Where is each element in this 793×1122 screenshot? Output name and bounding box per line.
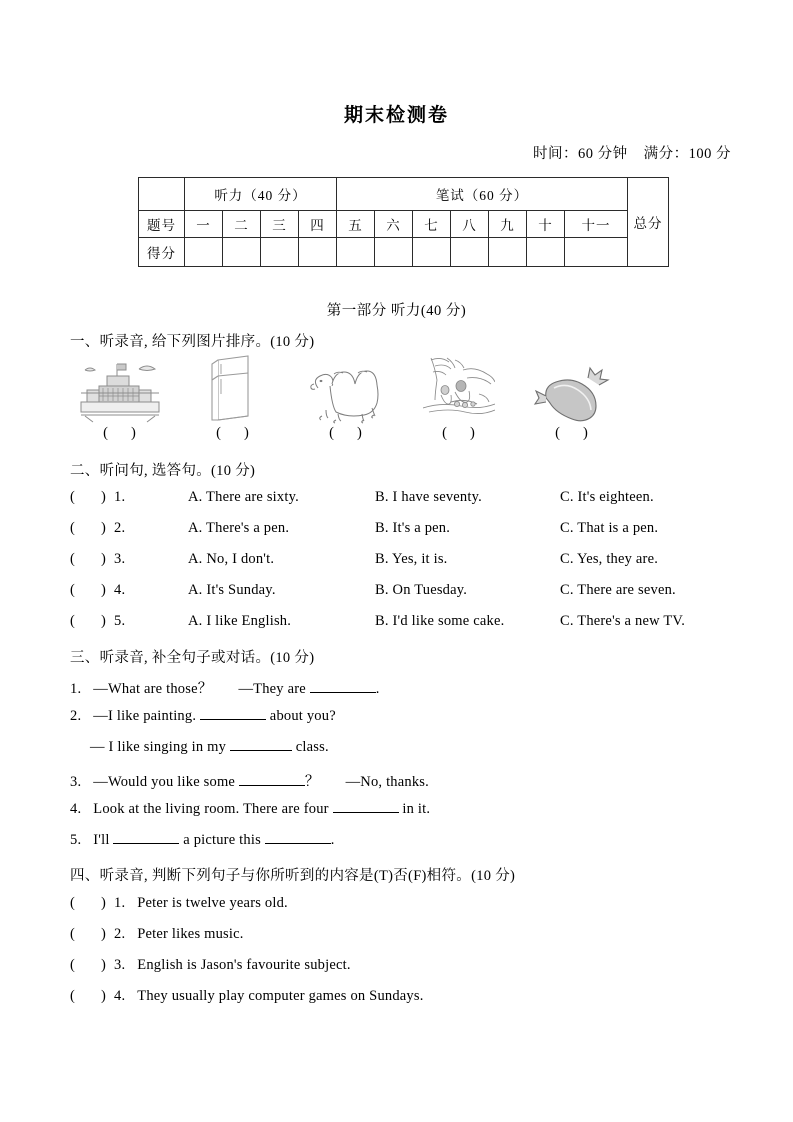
question-number-cell: 四	[299, 211, 337, 238]
section-1-heading: 一、听录音, 给下列图片排序。(10 分)	[70, 334, 315, 350]
row-label-score: 得分	[139, 238, 185, 267]
option-b[interactable]: B. I have seventy.	[375, 489, 482, 505]
score-cell[interactable]	[489, 238, 527, 267]
score-cell[interactable]	[223, 238, 261, 267]
sentence-part: I'll	[93, 832, 114, 848]
answer-bracket[interactable]: ( )	[70, 926, 107, 942]
total-header-cell: 总分	[628, 178, 669, 267]
fill-blank-row	[70, 801, 430, 818]
question-number: 2.	[114, 520, 126, 536]
picture-item-4	[409, 352, 509, 447]
score-table-corner-cell	[139, 178, 185, 211]
sentence-part: .	[330, 832, 335, 848]
sentence-part: in it.	[398, 801, 431, 817]
sentence-part: —I like painting.	[93, 708, 200, 724]
score-cell[interactable]	[185, 238, 223, 267]
score-cell[interactable]	[337, 238, 375, 267]
answer-blank[interactable]	[113, 843, 179, 844]
question-number-cell: 二	[223, 211, 261, 238]
answer-bracket[interactable]: ( )	[70, 895, 107, 911]
score-cell[interactable]	[375, 238, 413, 267]
statement-text: They usually play computer games on Sundays.	[137, 988, 424, 1004]
answer-blank[interactable]	[200, 719, 266, 720]
score-table	[138, 177, 669, 267]
row-label-number: 题号	[139, 211, 185, 238]
score-cell[interactable]	[527, 238, 565, 267]
picture-item-1	[70, 352, 170, 447]
score-cell[interactable]	[451, 238, 489, 267]
score-row	[139, 238, 669, 267]
question-number-cell: 三	[261, 211, 299, 238]
answer-bracket[interactable]: ( )	[70, 551, 107, 567]
option-c[interactable]: C. Yes, they are.	[560, 551, 659, 567]
item-number: 4.	[70, 801, 82, 817]
section-4-heading: 四、听录音, 判断下列句子与你所听到的内容是(T)否(F)相符。(10 分)	[70, 868, 516, 884]
option-c[interactable]: C. There are seven.	[560, 582, 676, 598]
option-c[interactable]: C. That is a pen.	[560, 520, 659, 536]
total-value: 100 分	[688, 146, 731, 162]
item-number: 3.	[114, 957, 126, 973]
choice-question-row	[70, 520, 659, 537]
time-value: 60 分钟	[578, 146, 628, 162]
picture-answer-blank[interactable]: ( )	[103, 425, 137, 441]
answer-blank[interactable]	[333, 812, 399, 813]
item-number: 1.	[114, 895, 126, 911]
true-false-row	[70, 895, 288, 912]
answer-blank[interactable]	[310, 692, 376, 693]
answer-bracket[interactable]: ( )	[70, 582, 107, 598]
fill-blank-row	[70, 832, 335, 849]
question-number: 5.	[114, 613, 126, 629]
sentence-part: —What are those？	[93, 681, 213, 697]
section-3-heading: 三、听录音, 补全句子或对话。(10 分)	[70, 650, 315, 666]
wrapped-candy-icon	[522, 352, 622, 424]
fill-blank-row	[70, 770, 429, 791]
refrigerator-icon	[183, 352, 283, 424]
fill-blank-row	[70, 708, 336, 725]
item-number: 3.	[70, 774, 82, 790]
picture-order-row	[70, 352, 630, 447]
score-cell[interactable]	[565, 238, 628, 267]
sentence-part: — I like singing in my	[90, 739, 230, 755]
option-b[interactable]: B. It's a pen.	[375, 520, 451, 536]
question-number-cell: 十一	[565, 211, 628, 238]
picture-answer-blank[interactable]: ( )	[442, 425, 476, 441]
statement-text: Peter is twelve years old.	[137, 895, 288, 911]
answer-blank[interactable]	[230, 750, 292, 751]
choice-question-row	[70, 613, 686, 630]
picture-item-5	[522, 352, 622, 447]
question-number-cell: 九	[489, 211, 527, 238]
question-number-row	[139, 211, 669, 238]
picnic-scene-icon	[409, 352, 509, 424]
school-building-icon	[70, 352, 170, 424]
true-false-row	[70, 926, 244, 943]
option-a[interactable]: A. It's Sunday.	[188, 582, 276, 598]
sentence-part: class.	[291, 739, 329, 755]
statement-text: Peter likes music.	[137, 926, 244, 942]
question-number-cell: 七	[413, 211, 451, 238]
score-cell[interactable]	[261, 238, 299, 267]
fill-blank-row	[90, 739, 329, 756]
option-a[interactable]: A. There are sixty.	[188, 489, 299, 505]
picture-item-2	[183, 352, 283, 447]
sentence-part: —They are	[238, 681, 310, 697]
section-2-heading: 二、听问句, 选答句。(10 分)	[70, 463, 256, 479]
sentence-part: —Would you like some	[93, 774, 239, 790]
option-b[interactable]: B. Yes, it is.	[375, 551, 448, 567]
sentence-part: about you?	[265, 708, 336, 724]
camel-icon	[296, 352, 396, 424]
option-a[interactable]: A. No, I don't.	[188, 551, 275, 567]
true-false-row	[70, 957, 351, 974]
picture-answer-blank[interactable]: ( )	[216, 425, 250, 441]
written-header-cell: 笔试（60 分）	[337, 178, 628, 211]
answer-bracket[interactable]: ( )	[70, 988, 107, 1004]
answer-bracket[interactable]: ( )	[70, 613, 107, 629]
item-number: 4.	[114, 988, 126, 1004]
option-b[interactable]: B. I'd like some cake.	[375, 613, 505, 629]
item-number: 2.	[114, 926, 126, 942]
part-one-heading: 第一部分 听力(40 分)	[326, 303, 467, 319]
sentence-part: .	[375, 681, 380, 697]
true-false-row	[70, 988, 424, 1005]
time-label: 时间：	[533, 146, 578, 162]
option-c[interactable]: C. There's a new TV.	[560, 613, 686, 629]
page-title: 期末检测卷	[343, 105, 449, 126]
question-number-cell: 五	[337, 211, 375, 238]
sentence-part: —No, thanks.	[345, 774, 429, 790]
question-number-cell: 十	[527, 211, 565, 238]
answer-blank[interactable]	[265, 843, 331, 844]
item-number: 1.	[70, 681, 82, 697]
item-number: 5.	[70, 832, 82, 848]
score-cell[interactable]	[413, 238, 451, 267]
question-number-cell: 六	[375, 211, 413, 238]
item-number: 2.	[70, 708, 82, 724]
question-number-cell: 八	[451, 211, 489, 238]
answer-blank[interactable]	[239, 785, 305, 786]
choice-question-row	[70, 551, 659, 568]
choice-question-row	[70, 489, 654, 506]
sentence-part: ？	[304, 774, 320, 790]
statement-text: English is Jason's favourite subject.	[137, 957, 351, 973]
option-a[interactable]: A. I like English.	[188, 613, 292, 629]
sentence-part: a picture this	[179, 832, 265, 848]
fill-blank-row	[70, 677, 380, 698]
choice-question-row	[70, 582, 676, 599]
exam-meta	[533, 142, 731, 163]
question-number: 3.	[114, 551, 126, 567]
sentence-part: Look at the living room. There are four	[93, 801, 333, 817]
option-a[interactable]: A. There's a pen.	[188, 520, 290, 536]
answer-bracket[interactable]: ( )	[70, 957, 107, 973]
option-b[interactable]: B. On Tuesday.	[375, 582, 468, 598]
listening-header-cell: 听力（40 分）	[185, 178, 337, 211]
picture-answer-blank[interactable]: ( )	[555, 425, 589, 441]
answer-bracket[interactable]: ( )	[70, 489, 107, 505]
question-number-cell: 一	[185, 211, 223, 238]
question-number: 4.	[114, 582, 126, 598]
score-cell[interactable]	[299, 238, 337, 267]
score-table-header-row	[139, 178, 669, 211]
picture-answer-blank[interactable]: ( )	[329, 425, 363, 441]
total-label: 满分：	[643, 146, 689, 162]
option-c[interactable]: C. It's eighteen.	[560, 489, 654, 505]
question-number: 1.	[114, 489, 126, 505]
answer-bracket[interactable]: ( )	[70, 520, 107, 536]
picture-item-3	[296, 352, 396, 447]
